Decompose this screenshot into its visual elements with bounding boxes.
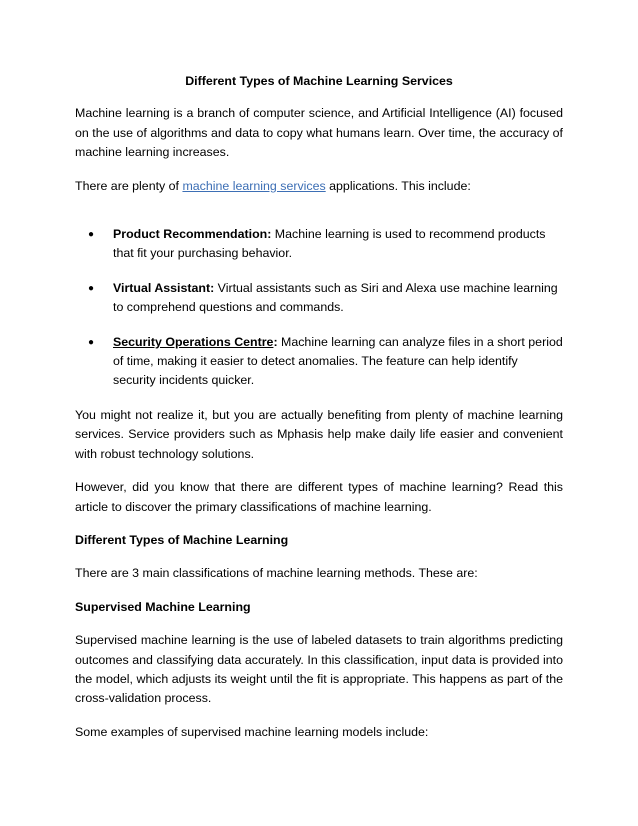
list-item-virtual-assistant xyxy=(75,279,563,318)
applications-paragraph xyxy=(75,177,563,196)
examples-paragraph: Some examples of supervised machine learning models include: xyxy=(75,724,429,739)
bullet-icon: ● xyxy=(88,229,95,241)
document-title: Different Types of Machine Learning Services xyxy=(185,74,453,88)
applications-text-before: There are plenty of xyxy=(75,178,183,193)
list-item-product-recommendation xyxy=(75,225,563,264)
list-item-term: Product Recommendation: xyxy=(113,227,272,242)
applications-list-wrapper xyxy=(75,210,563,391)
section-heading-types: Different Types of Machine Learning xyxy=(75,532,289,547)
benefits-paragraph: You might not realize it, but you are actually benefiting from plenty of machine learning services. Service providers such as Mphasis help make daily life easier and convenient with robust technology solutions. xyxy=(75,407,563,461)
applications-list xyxy=(75,225,563,391)
list-item-term: Security Operations Centre xyxy=(113,334,274,349)
list-item-text: Virtual assistants such as Siri and Alexa use machine learning to comprehend questions and commands. xyxy=(113,280,558,315)
bullet-icon: ● xyxy=(88,282,95,294)
machine-learning-services-link[interactable]: machine learning services xyxy=(182,178,326,193)
three-classifications-paragraph: There are 3 main classifications of machine learning methods. These are: xyxy=(75,566,478,581)
list-item-term: Virtual Assistant: xyxy=(113,280,215,295)
document-page xyxy=(75,72,563,756)
types-question-paragraph: However, did you know that there are different types of machine learning? Read this article to discover the primary classifications of machine learning. xyxy=(75,480,563,514)
list-item-term-suffix: : xyxy=(273,334,278,349)
list-item-text: Machine learning is used to recommend products that fit your purchasing behavior. xyxy=(113,227,546,261)
intro-paragraph: Machine learning is a branch of computer science, and Artificial Intelligence (AI) focused on the use of algorithms and data to copy what humans learn. Over time, the accuracy of machine learning increases. xyxy=(75,106,563,160)
applications-text-after: applications. This include: xyxy=(325,178,471,193)
bullet-icon: ● xyxy=(88,336,95,348)
list-item-security-operations-centre xyxy=(75,333,563,391)
list-item-text: Machine learning can analyze files in a short period of time, making it easier to detect anomalies. The feature can help identify security incidents quicker. xyxy=(113,334,563,388)
supervised-paragraph: Supervised machine learning is the use of labeled datasets to train algorithms predicting outcomes and classifying data accurately. In this classification, input data is provided into the model, which adjusts its weight until the fit is appropriate. This happens as part of the cross-validation process. xyxy=(75,633,563,706)
section-heading-supervised: Supervised Machine Learning xyxy=(75,599,251,614)
